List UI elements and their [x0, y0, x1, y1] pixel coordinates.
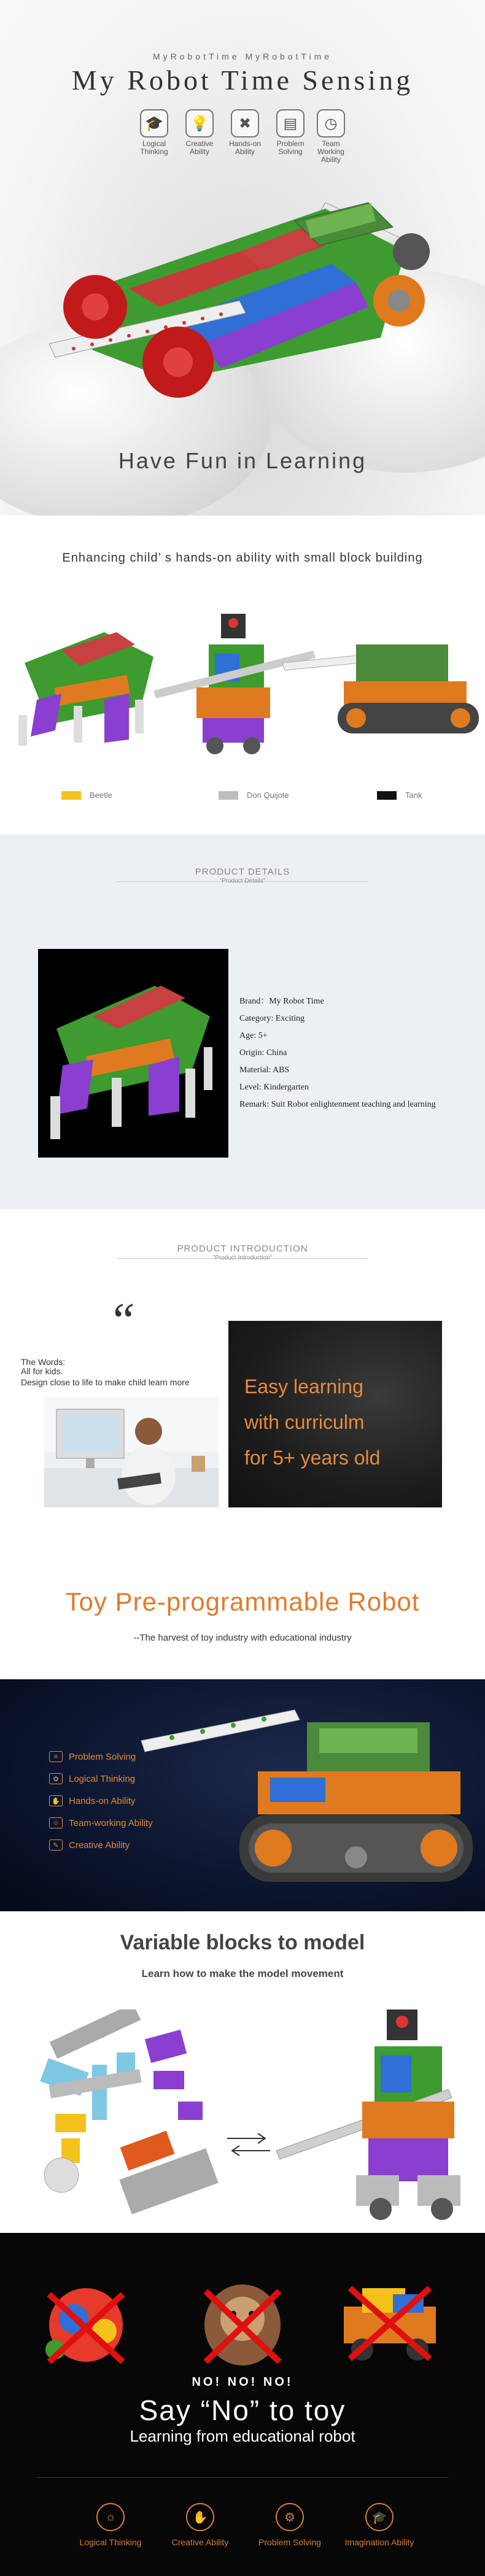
don-quijote-robot: [153, 614, 316, 754]
dark-feature-logical-thinking: [49, 1768, 153, 1790]
legend-don-quijote: [219, 791, 289, 800]
assembled-robot-image: [264, 1997, 485, 2224]
words-title: The Words:: [21, 1357, 66, 1367]
team-icon: ☺: [49, 1817, 63, 1828]
legend-swatch: [377, 791, 397, 800]
ability-label: Logical Thinking: [79, 2537, 142, 2547]
divider: [37, 2477, 448, 2478]
details-heading: PRODUCT DETAILS: [195, 867, 290, 877]
legend-label: Don Quijote: [247, 791, 289, 800]
dark-feature-hands-on: [49, 1790, 153, 1812]
enhancing-heading: Enhancing child’ s hands-on ability with small block building: [62, 551, 423, 565]
say-no-section: [0, 2233, 485, 2576]
clock-icon: ◷: [317, 109, 345, 137]
ability-creative: [157, 2503, 243, 2547]
hero-title: My Robot Time Sensing: [71, 64, 414, 96]
legend-tank: [377, 791, 422, 800]
dark-feature-problem-solving: [49, 1746, 153, 1768]
feature-label: Logical Thinking: [140, 139, 168, 156]
spec-remark: Remark: Suit Robot enlightenment teaching and learning: [239, 1100, 436, 1109]
intro-words: [21, 1358, 65, 1376]
variable-blocks-section: [0, 1911, 485, 2233]
dark-feature-label: Team-working Ability: [69, 1817, 153, 1828]
legend-swatch: [219, 791, 238, 800]
details-subheading: "Product Details": [219, 878, 266, 884]
dark-features-section: [0, 1679, 485, 1911]
no-heading: NO! NO! NO!: [192, 2375, 293, 2389]
ability-label: Imagination Ability: [344, 2537, 414, 2547]
dark-feature-team-working: [49, 1812, 153, 1834]
crossed-out-toys-image: [0, 2257, 485, 2380]
legend-label: Tank: [405, 791, 422, 800]
legend-swatch: [61, 791, 81, 800]
beetle-robot: [18, 632, 153, 746]
computer-icon: ▤: [276, 109, 305, 137]
tank-robot-image: [135, 1704, 479, 1900]
promo-text: [244, 1369, 380, 1476]
feature-label: Problem Solving: [276, 139, 305, 156]
spec-origin: Origin: China: [239, 1048, 287, 1058]
promo-dark-panel: [228, 1321, 442, 1507]
variable-subheading: Learn how to make the model movement: [141, 1968, 344, 1979]
spec-brand: Brand：My Robot Time: [239, 997, 324, 1006]
toy-subheading: --The harvest of toy industry with educational industry: [133, 1633, 352, 1643]
book-icon: ≡: [49, 1751, 63, 1762]
ability-label: Problem Solving: [258, 2537, 321, 2547]
robot-models-image: [12, 608, 485, 761]
ability-problem-solving: [247, 2503, 333, 2547]
intro-heading: PRODUCT INTRODUCTION: [177, 1244, 308, 1254]
say-no-title: Say “No” to toy: [139, 2394, 346, 2426]
dark-feature-label: Hands-on Ability: [69, 1795, 136, 1806]
dark-feature-creative: [49, 1834, 153, 1856]
product-introduction-section: [0, 1209, 485, 1547]
loose-blocks-image: [37, 2009, 221, 2218]
spec-age: Age: 5+: [239, 1031, 268, 1040]
feature-label: Team Working Ability: [317, 139, 344, 164]
intro-description: Design close to life to make child learn more: [21, 1377, 190, 1387]
spec-material: Material: ABS: [239, 1066, 290, 1075]
hand-icon: ✋: [49, 1795, 63, 1806]
hero-tagline: Have Fun in Learning: [118, 448, 367, 473]
intro-subheading: "Product Introduction": [212, 1255, 273, 1261]
graduation-cap-icon: 🎓: [140, 109, 168, 137]
promo-line: for 5+ years old: [244, 1447, 381, 1469]
legend-label: Beetle: [90, 791, 112, 800]
enhancing-section: [0, 516, 485, 835]
feature-problem-solving: [270, 109, 311, 156]
graduation-cap-icon: 🎓: [365, 2503, 394, 2531]
words-sub: All for kids.: [21, 1366, 63, 1376]
feature-label: Hands-on Ability: [228, 139, 262, 156]
feature-team-working: [311, 109, 351, 164]
dark-feature-list: [49, 1746, 153, 1856]
feature-hands-on-ability: [225, 109, 265, 156]
lightbulb-icon: 💡: [185, 109, 214, 137]
product-details-section: [0, 835, 485, 1209]
spec-level: Level: Kindergarten: [239, 1083, 309, 1092]
tools-icon: ✖: [231, 109, 259, 137]
palette-icon: ✎: [49, 1839, 63, 1851]
lightbulb-icon: ☼: [96, 2503, 125, 2531]
gear-icon: ⚙: [276, 2503, 304, 2531]
variable-heading: Variable blocks to model: [120, 1931, 365, 1954]
toy-robot-section: [0, 1547, 485, 1679]
hero-eyebrow: MyRobotTime MyRobotTime: [152, 52, 333, 61]
beetle-robot-photo: [38, 949, 228, 1158]
dark-feature-label: Problem Solving: [69, 1751, 136, 1762]
hero-banner: [0, 0, 485, 516]
promo-line: with curriculm: [244, 1411, 365, 1433]
girl-at-computer-photo: [44, 1397, 219, 1507]
toy-heading: Toy Pre-programmable Robot: [65, 1587, 420, 1616]
ability-logical-thinking: [68, 2503, 153, 2547]
flower-icon: ✿: [49, 1773, 63, 1784]
feature-logical-thinking: [134, 109, 174, 156]
legend-beetle: [61, 791, 112, 800]
quote-mark-icon: “: [108, 1294, 136, 1348]
spec-category: Category: Exciting: [239, 1014, 305, 1023]
learning-subtitle: Learning from educational robot: [130, 2427, 355, 2445]
ability-imagination: [336, 2503, 422, 2547]
promo-line: Easy learning: [244, 1375, 363, 1398]
hands-icon: ✋: [186, 2503, 214, 2531]
spec-list: [239, 993, 436, 1113]
ability-label: Creative Ability: [171, 2537, 229, 2547]
feature-label: Creative Ability: [185, 139, 214, 156]
dark-feature-label: Logical Thinking: [69, 1773, 136, 1784]
robot-race-car-image: [37, 178, 467, 411]
feature-creative-ability: [179, 109, 220, 156]
dark-feature-label: Creative Ability: [69, 1839, 130, 1851]
